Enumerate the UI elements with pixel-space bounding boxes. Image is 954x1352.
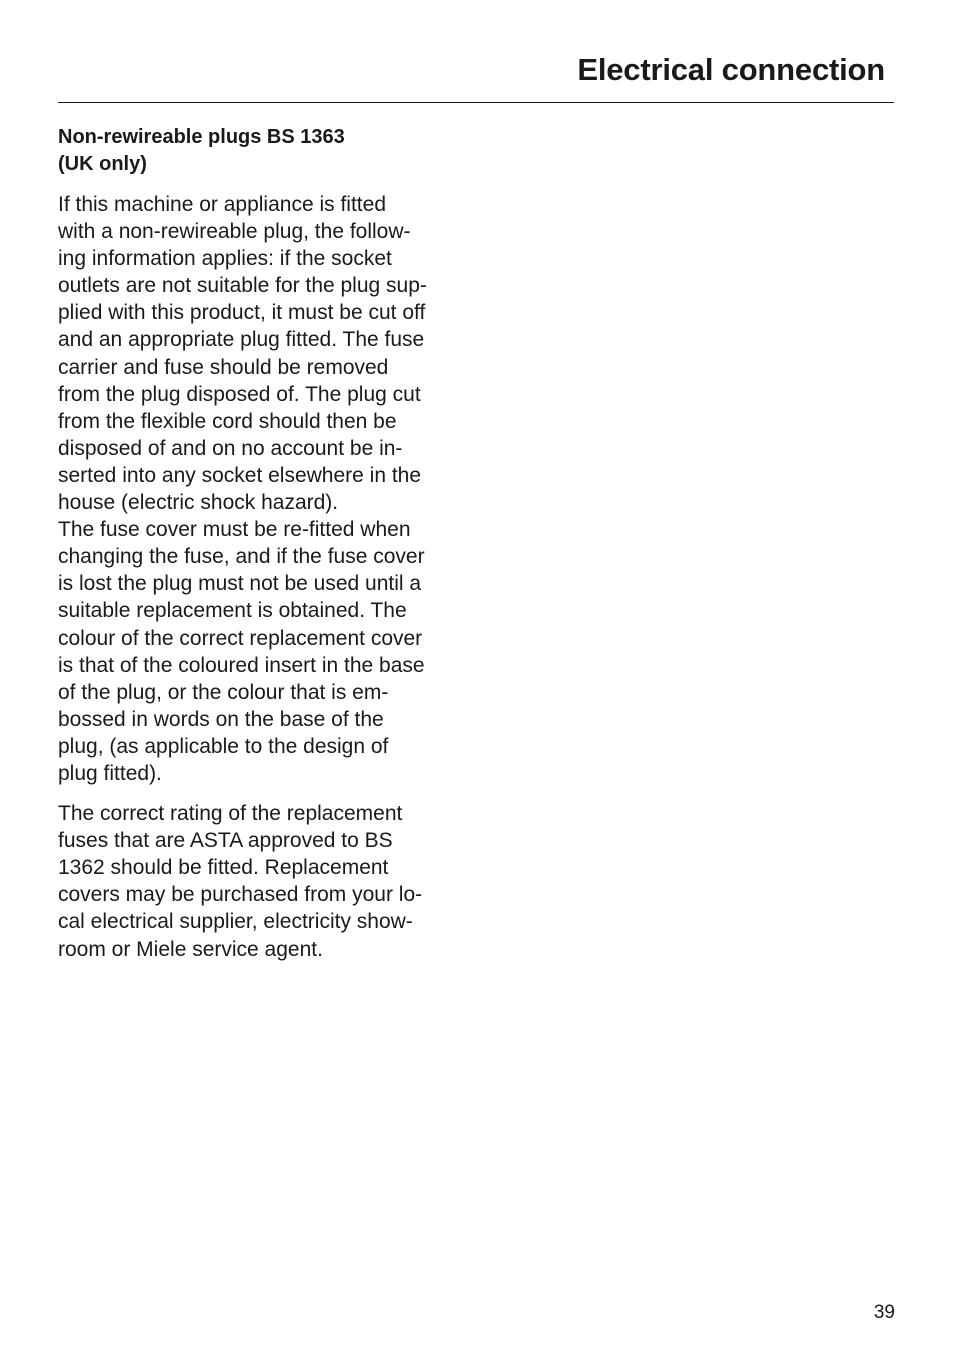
text-line: of the plug, or the colour that is em-: [58, 680, 389, 704]
text-line: changing the fuse, and if the fuse cover: [58, 545, 425, 569]
text-line: outlets are not suitable for the plug sup-: [58, 274, 427, 298]
text-line: carrier and fuse should be removed: [58, 355, 389, 379]
text-line: The fuse cover must be re-fitted when: [58, 518, 411, 542]
section-heading: [58, 124, 478, 178]
text-line: The correct rating of the replacement: [58, 802, 403, 826]
text-line: suitable replacement is obtained. The: [58, 599, 407, 623]
section-heading-line: Non-rewireable plugs BS 1363: [58, 126, 345, 148]
text-line: plied with this product, it must be cut off: [58, 301, 426, 325]
text-line: is lost the plug must not be used until a: [58, 572, 422, 596]
text-line: 1362 should be fitted. Replacement: [58, 856, 389, 880]
main-content: [58, 124, 478, 963]
text-line: disposed of and on no account be in-: [58, 436, 403, 460]
text-line: from the flexible cord should then be: [58, 409, 397, 433]
text-line: ing information applies: if the socket: [58, 247, 392, 271]
text-line: If this machine or appliance is fitted: [58, 193, 387, 216]
paragraph-fuse-rating: [58, 800, 478, 963]
text-line: serted into any socket elsewhere in the: [58, 463, 422, 487]
section-heading-line: (UK only): [58, 153, 147, 175]
text-line: bossed in words on the base of the: [58, 707, 384, 731]
text-line: house (electric shock hazard).: [58, 491, 339, 515]
text-line: fuses that are ASTA approved to BS: [58, 829, 393, 853]
text-line: cal electrical supplier, electricity show-: [58, 910, 413, 934]
paragraph-fuse-cover: [58, 516, 478, 787]
text-line: with a non-rewireable plug, the follow-: [58, 220, 411, 244]
page-title: Electrical connection: [577, 52, 885, 87]
text-line: plug fitted).: [58, 761, 162, 785]
page-header: [58, 52, 894, 103]
page-number: 39: [873, 1302, 895, 1323]
text-line: and an appropriate plug fitted. The fuse: [58, 328, 425, 352]
text-line: room or Miele service agent.: [58, 937, 323, 961]
text-line: colour of the correct replacement cover: [58, 626, 423, 650]
text-line: covers may be purchased from your lo-: [58, 883, 423, 907]
paragraph-non-rewireable-plug: [58, 191, 478, 516]
text-line: is that of the coloured insert in the base: [58, 653, 425, 677]
text-line: from the plug disposed of. The plug cut: [58, 382, 421, 406]
text-line: plug, (as applicable to the design of: [58, 734, 389, 758]
